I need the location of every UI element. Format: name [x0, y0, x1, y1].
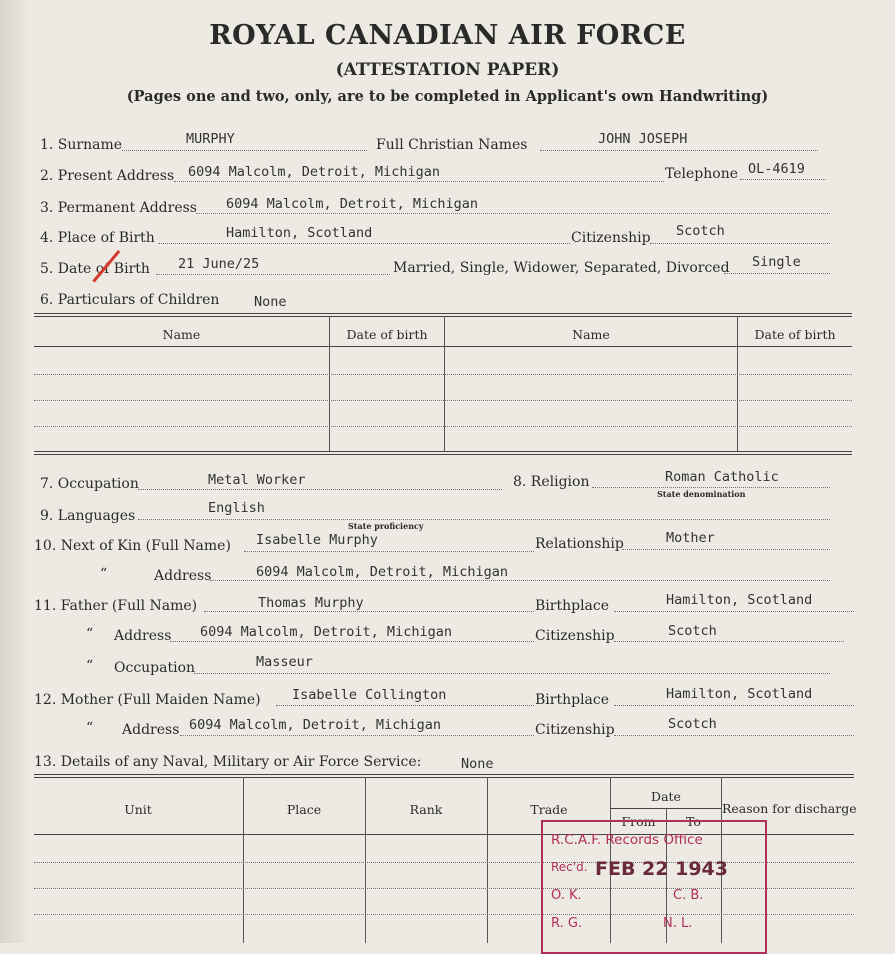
children-header-rule [34, 346, 852, 347]
father-occupation-label: Occupation [114, 660, 196, 676]
relationship-value: Mother [666, 530, 715, 546]
service-header-rank: Rank [409, 802, 443, 817]
father-name-line [204, 611, 534, 612]
father-address-value: 6094 Malcolm, Detroit, Michigan [200, 624, 452, 640]
stamp-ok: O. K. [551, 888, 582, 903]
permanent-address-label: 3. Permanent Address [40, 200, 197, 216]
surname-value: MURPHY [186, 131, 235, 147]
surname-line [122, 150, 367, 151]
father-birthplace-line [614, 611, 854, 612]
stamp-date: FEB 22 1943 [595, 858, 728, 880]
children-row-line-2 [34, 400, 852, 401]
children-row-line-3 [34, 426, 852, 427]
form-title: ROYAL CANADIAN AIR FORCE [209, 20, 686, 51]
citizenship-label: Citizenship [571, 230, 651, 246]
telephone-value: OL-4619 [748, 161, 805, 177]
service-header-from: From [621, 814, 656, 829]
mother-name-label: 12. Mother (Full Maiden Name) [34, 692, 261, 708]
date-of-birth-line [156, 274, 390, 275]
service-header-date: Date [651, 789, 681, 804]
kin-address-line [210, 580, 830, 581]
father-citizenship-line [614, 641, 844, 642]
christian-names-value: JOHN JOSEPH [598, 131, 688, 147]
christian-names-label: Full Christian Names [376, 137, 528, 153]
marital-status-line [724, 273, 830, 274]
date-of-birth-label: 5. Date of Birth [40, 261, 150, 277]
father-birthplace-value: Hamilton, Scotland [666, 592, 813, 608]
next-of-kin-line [244, 551, 534, 552]
father-occupation-ditto: “ [86, 658, 94, 674]
children-table-bottom-rule-2 [34, 454, 852, 455]
mother-address-line [180, 735, 534, 736]
children-table-top-rule [34, 313, 852, 314]
mother-citizenship-line [614, 735, 854, 736]
father-citizenship-label: Citizenship [535, 628, 615, 644]
mother-citizenship-value: Scotch [668, 716, 717, 732]
marital-status-value: Single [752, 254, 801, 270]
stamp-received-label: Rec'd. [551, 860, 588, 874]
date-of-birth-value: 21 June/25 [178, 256, 260, 272]
father-name-label: 11. Father (Full Name) [34, 598, 198, 614]
service-header-trade: Trade [530, 802, 568, 817]
kin-address-value: 6094 Malcolm, Detroit, Michigan [256, 564, 508, 580]
marital-status-label: Married, Single, Widower, Separated, Divorced [393, 260, 730, 276]
place-of-birth-line [158, 243, 570, 244]
service-header-reason: Reason for discharge [722, 801, 857, 816]
stamp-office: R.C.A.F. Records Office [551, 832, 703, 848]
citizenship-line [650, 243, 830, 244]
service-col-divider-2 [365, 777, 366, 943]
next-of-kin-value: Isabelle Murphy [256, 532, 378, 548]
stamp-cb: C. B. [673, 888, 704, 903]
children-header-dob-2: Date of birth [754, 327, 836, 342]
mother-name-line [276, 705, 534, 706]
father-address-line [170, 641, 534, 642]
permanent-address-line [196, 213, 830, 214]
religion-label: 8. Religion [513, 474, 590, 490]
relationship-line [622, 549, 830, 550]
religion-note: State denomination [657, 489, 746, 499]
father-address-ditto: “ [86, 626, 94, 642]
service-value: None [461, 756, 494, 772]
stamp-nl: N. L. [663, 916, 693, 931]
surname-label: 1. Surname [40, 137, 123, 153]
mother-birthplace-line [614, 705, 854, 706]
place-of-birth-label: 4. Place of Birth [40, 230, 155, 246]
telephone-label: Telephone [665, 166, 739, 182]
service-header-to: To [686, 814, 701, 829]
present-address-value: 6094 Malcolm, Detroit, Michigan [188, 164, 440, 180]
mother-address-value: 6094 Malcolm, Detroit, Michigan [189, 717, 441, 733]
mother-birthplace-value: Hamilton, Scotland [666, 686, 813, 702]
children-header-name-1: Name [162, 327, 201, 342]
occupation-value: Metal Worker [208, 472, 306, 488]
relationship-label: Relationship [535, 536, 624, 552]
father-address-label: Address [114, 628, 172, 644]
page-edge [0, 0, 28, 943]
present-address-line [174, 181, 664, 182]
mother-address-ditto: “ [86, 720, 94, 736]
place-of-birth-value: Hamilton, Scotland [226, 225, 373, 241]
children-table-top-rule-2 [34, 316, 852, 317]
mother-address-label: Address [122, 722, 180, 738]
father-citizenship-value: Scotch [668, 623, 717, 639]
languages-value: English [208, 500, 265, 516]
mother-birthplace-label: Birthplace [535, 692, 610, 708]
father-name-value: Thomas Murphy [258, 595, 364, 611]
citizenship-value: Scotch [676, 223, 725, 239]
father-birthplace-label: Birthplace [535, 598, 610, 614]
christian-names-line [540, 150, 818, 151]
father-occupation-line [194, 673, 830, 674]
children-header-dob-1: Date of birth [346, 327, 428, 342]
children-col-divider-1 [329, 316, 330, 452]
service-col-divider-3 [487, 777, 488, 943]
father-occupation-value: Masseur [256, 654, 313, 670]
children-value: None [254, 294, 287, 310]
occupation-label: 7. Occupation [40, 476, 139, 492]
mother-citizenship-label: Citizenship [535, 722, 615, 738]
service-col-divider-1 [243, 777, 244, 943]
children-table-bottom-rule [34, 451, 852, 452]
stamp-rg: R. G. [551, 916, 583, 931]
service-header-unit: Unit [124, 802, 152, 817]
children-header-name-2: Name [572, 327, 610, 342]
children-label: 6. Particulars of Children [40, 292, 220, 308]
permanent-address-value: 6094 Malcolm, Detroit, Michigan [226, 196, 478, 212]
next-of-kin-label: 10. Next of Kin (Full Name) [34, 538, 231, 554]
service-label: 13. Details of any Naval, Military or Air Force Service: [34, 754, 422, 770]
languages-line [138, 519, 830, 520]
languages-label: 9. Languages [40, 508, 136, 524]
service-header-place: Place [286, 802, 322, 817]
service-table-top-rule [34, 774, 854, 775]
religion-line [592, 487, 830, 488]
telephone-line [740, 179, 826, 180]
service-table-top-rule-2 [34, 777, 854, 778]
languages-note: State proficiency [348, 521, 424, 531]
present-address-label: 2. Present Address [40, 168, 175, 184]
religion-value: Roman Catholic [665, 469, 779, 485]
kin-ditto-mark: “ [100, 566, 108, 582]
records-office-stamp [541, 820, 767, 954]
form-instruction: (Pages one and two, only, are to be completed in Applicant's own Handwriting) [126, 88, 769, 105]
kin-address-label: Address [154, 568, 212, 584]
occupation-line [138, 489, 502, 490]
form-subtitle: (ATTESTATION PAPER) [335, 60, 560, 80]
children-col-divider-3 [737, 316, 738, 452]
children-col-divider-2 [444, 316, 445, 452]
mother-name-value: Isabelle Collington [292, 687, 447, 703]
children-row-line-1 [34, 374, 852, 375]
